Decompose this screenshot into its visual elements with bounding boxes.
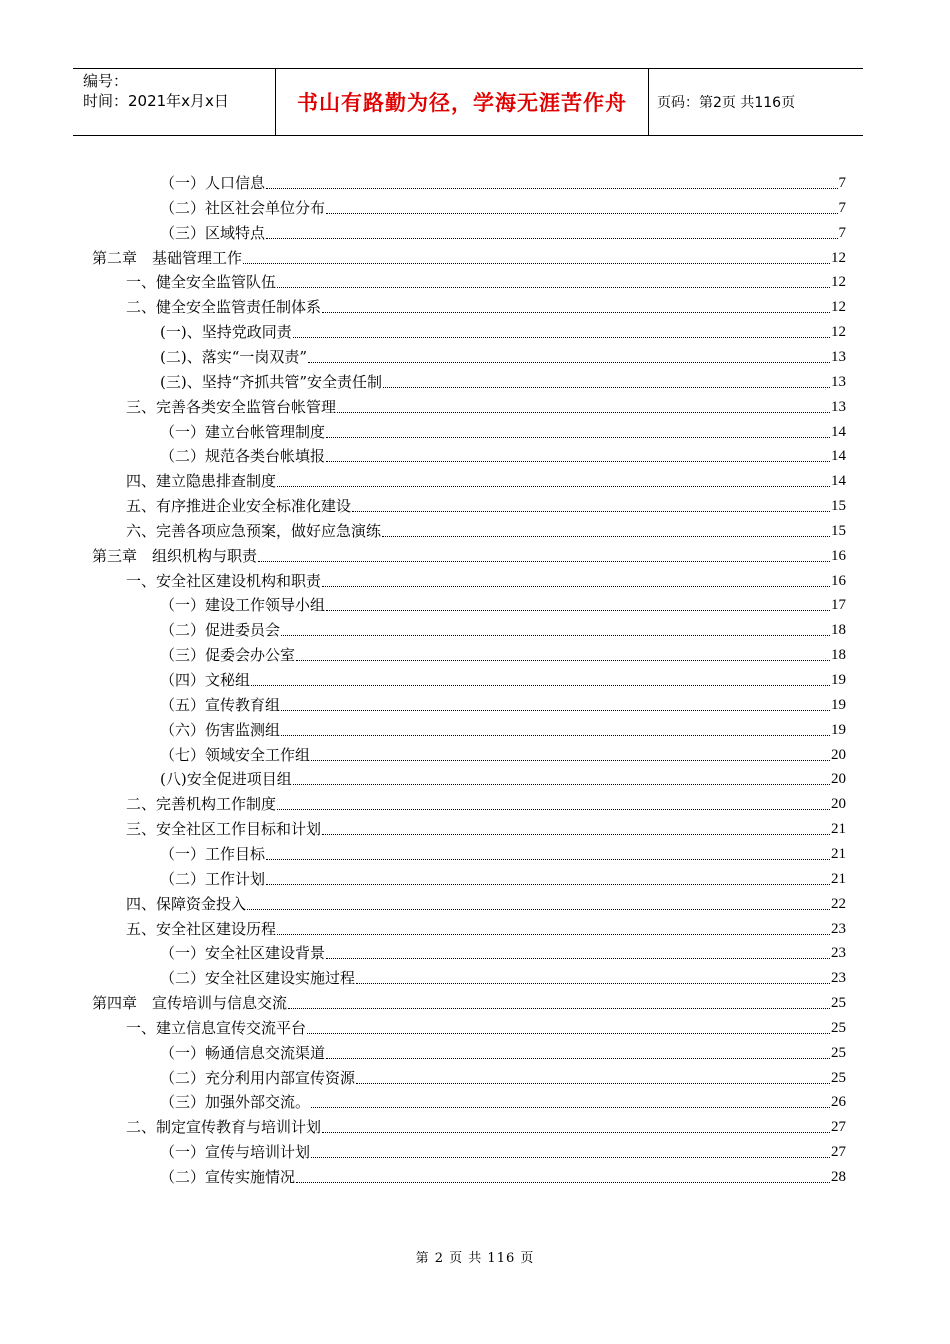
toc-dot-leader — [258, 560, 830, 562]
toc-dot-leader — [311, 1156, 830, 1158]
toc-entry[interactable] — [92, 988, 846, 1013]
header-meta — [73, 69, 275, 135]
toc-entry-title: （一）宣传与培训计划 — [160, 1143, 311, 1162]
toc-entry[interactable] — [126, 392, 846, 417]
toc-dot-leader — [277, 808, 830, 810]
toc-dot-leader — [277, 933, 830, 935]
toc-dot-leader — [266, 858, 830, 860]
toc-entry-page-number: 7 — [838, 224, 846, 241]
toc-entry-page-number: 21 — [831, 870, 846, 887]
toc-entry[interactable] — [160, 367, 846, 392]
toc-entry-title: 六、完善各项应急预案，做好应急演练 — [126, 521, 382, 540]
toc-dot-leader — [326, 609, 830, 611]
toc-dot-leader — [311, 759, 830, 761]
toc-entry[interactable] — [160, 640, 846, 665]
toc-entry-page-number: 14 — [831, 448, 846, 465]
toc-entry-page-number: 14 — [831, 423, 846, 440]
toc-dot-leader — [281, 634, 830, 636]
toc-entry[interactable] — [160, 690, 846, 715]
toc-entry-page-number: 27 — [831, 1119, 846, 1136]
toc-entry-page-number: 15 — [831, 522, 846, 539]
toc-dot-leader — [293, 336, 830, 338]
header-motto — [275, 69, 649, 135]
toc-dot-leader — [247, 908, 830, 910]
toc-dot-leader — [326, 212, 837, 214]
toc-entry-page-number: 19 — [831, 696, 846, 713]
toc-dot-leader — [322, 833, 830, 835]
page-header — [73, 68, 863, 136]
toc-entry-page-number: 25 — [831, 1069, 846, 1086]
toc-entry-page-number: 23 — [831, 945, 846, 962]
toc-entry-title: （二）社区社会单位分布 — [160, 198, 326, 217]
toc-entry[interactable] — [160, 1162, 846, 1187]
toc-entry-title: 四、建立隐患排查制度 — [126, 472, 277, 491]
toc-dot-leader — [266, 187, 837, 189]
toc-entry[interactable] — [92, 541, 846, 566]
toc-entry[interactable] — [160, 342, 846, 367]
toc-entry-page-number: 20 — [831, 796, 846, 813]
toc-entry[interactable] — [160, 1087, 846, 1112]
toc-dot-leader — [311, 1106, 830, 1108]
toc-entry[interactable] — [160, 615, 846, 640]
toc-entry-page-number: 18 — [831, 647, 846, 664]
toc-entry-page-number: 7 — [838, 175, 846, 191]
toc-entry[interactable] — [126, 292, 846, 317]
toc-entry[interactable] — [126, 889, 846, 914]
toc-entry[interactable] — [160, 963, 846, 988]
toc-entry-title: 三、安全社区工作目标和计划 — [126, 820, 322, 839]
toc-dot-leader — [322, 585, 830, 587]
toc-entry[interactable] — [160, 665, 846, 690]
toc-dot-leader — [288, 1007, 830, 1009]
toc-entry-title: （三）区域特点 — [160, 223, 266, 242]
toc-entry[interactable] — [160, 1038, 846, 1063]
toc-dot-leader — [281, 709, 830, 711]
toc-entry[interactable] — [160, 590, 846, 615]
toc-entry[interactable] — [126, 914, 846, 939]
toc-entry-page-number: 25 — [831, 1019, 846, 1036]
toc-entry-title: （二）充分利用内部宣传资源 — [160, 1068, 356, 1087]
toc-dot-leader — [277, 286, 830, 288]
toc-entry-title: （六）伤害监测组 — [160, 720, 281, 739]
toc-entry-title: 第四章 宣传培训与信息交流 — [92, 994, 288, 1013]
toc-dot-leader — [281, 734, 830, 736]
toc-entry[interactable] — [160, 1137, 846, 1162]
toc-entry[interactable] — [160, 864, 846, 889]
toc-entry-page-number: 20 — [831, 771, 846, 788]
document-number-label: 编号： — [83, 72, 129, 90]
toc-dot-leader — [326, 1057, 830, 1059]
toc-entry-page-number: 19 — [831, 672, 846, 688]
toc-entry-title: (八)安全促进项目组 — [160, 770, 292, 789]
toc-entry[interactable] — [160, 193, 846, 218]
toc-entry-page-number: 25 — [831, 995, 846, 1012]
document-time-label: 时间：2021年x月x日 — [83, 92, 229, 110]
toc-entry-page-number: 20 — [831, 746, 846, 763]
toc-entry[interactable] — [160, 764, 846, 789]
toc-dot-leader — [266, 237, 837, 239]
toc-dot-leader — [322, 1131, 830, 1133]
page-footer: 第 2 页 共 116 页 — [415, 1251, 535, 1266]
toc-entry-title: (三)、坚持“齐抓共管”安全责任制 — [160, 372, 383, 391]
toc-dot-leader — [326, 957, 830, 959]
toc-entry-title: （二）安全社区建设实施过程 — [160, 969, 356, 988]
toc-entry[interactable] — [160, 218, 846, 243]
toc-entry-page-number: 16 — [831, 572, 846, 589]
toc-entry-title: （一）建设工作领导小组 — [160, 596, 326, 615]
toc-entry[interactable] — [126, 1112, 846, 1137]
toc-entry[interactable] — [160, 839, 846, 864]
toc-entry[interactable] — [160, 168, 846, 193]
toc-entry-page-number: 12 — [831, 249, 846, 266]
toc-dot-leader — [308, 361, 830, 363]
toc-entry[interactable] — [126, 1013, 846, 1038]
toc-entry-page-number: 21 — [831, 821, 846, 838]
toc-entry-title: 一、健全安全监管队伍 — [126, 273, 277, 292]
toc-entry-title: 三、完善各类安全监管台帐管理 — [126, 397, 337, 416]
toc-entry-page-number: 7 — [838, 199, 846, 216]
toc-dot-leader — [243, 262, 830, 264]
toc-entry-title: 一、建立信息宣传交流平台 — [126, 1018, 307, 1037]
toc-dot-leader — [326, 436, 830, 438]
toc-entry-title: （五）宣传教育组 — [160, 695, 281, 714]
toc-entry-page-number: 15 — [831, 498, 846, 515]
toc-entry-title: 第三章 组织机构与职责 — [92, 546, 258, 565]
toc-entry[interactable] — [126, 516, 846, 541]
toc-entry-title: （一）畅通信息交流渠道 — [160, 1043, 326, 1062]
toc-dot-leader — [356, 982, 830, 984]
toc-entry[interactable] — [160, 417, 846, 442]
toc-entry-title: 一、安全社区建设机构和职责 — [126, 571, 322, 590]
toc-dot-leader — [337, 411, 830, 413]
toc-entry-page-number: 21 — [831, 845, 846, 862]
toc-entry-page-number: 17 — [831, 597, 846, 614]
toc-entry-page-number: 13 — [831, 348, 846, 365]
toc-entry-title: 二、完善机构工作制度 — [126, 795, 277, 814]
toc-entry-title: 四、保障资金投入 — [126, 894, 247, 913]
toc-dot-leader — [322, 311, 830, 313]
toc-entry-page-number: 12 — [831, 324, 846, 341]
toc-dot-leader — [382, 535, 830, 537]
toc-entry-title: 五、有序推进企业安全标准化建设 — [126, 497, 352, 516]
toc-entry-title: （三）促委会办公室 — [160, 646, 296, 665]
page-info-text: 页码：第2页 共116页 — [657, 95, 796, 111]
toc-entry-title: (一)、坚持党政同责 — [160, 323, 292, 342]
toc-entry[interactable] — [160, 740, 846, 765]
toc-entry-title: （七）领域安全工作组 — [160, 745, 311, 764]
toc-entry-page-number: 25 — [831, 1044, 846, 1061]
toc-dot-leader — [307, 1032, 830, 1034]
toc-entry[interactable] — [126, 267, 846, 292]
toc-entry-title: （二）工作计划 — [160, 869, 266, 888]
toc-dot-leader — [296, 659, 830, 661]
toc-entry[interactable] — [126, 566, 846, 591]
toc-entry[interactable] — [126, 789, 846, 814]
toc-dot-leader — [296, 1181, 830, 1183]
toc-entry-title: (二)、落实“一岗双责” — [160, 347, 308, 366]
toc-entry-title: （四）文秘组 — [160, 671, 251, 689]
toc-entry-page-number: 13 — [831, 398, 846, 415]
toc-entry-title: （二）宣传实施情况 — [160, 1168, 296, 1186]
toc-entry[interactable] — [160, 715, 846, 740]
toc-entry-page-number: 13 — [831, 373, 846, 390]
toc-entry-title: （一）工作目标 — [160, 844, 266, 863]
toc-entry-page-number: 18 — [831, 622, 846, 639]
toc-entry-title: （二）促进委员会 — [160, 621, 281, 640]
toc-entry[interactable] — [160, 1063, 846, 1088]
toc-entry[interactable] — [160, 938, 846, 963]
toc-entry-page-number: 28 — [831, 1169, 846, 1185]
toc-entry-page-number: 14 — [831, 473, 846, 490]
toc-entry[interactable] — [160, 441, 846, 466]
toc-dot-leader — [251, 684, 830, 686]
toc-entry-title: （三）加强外部交流。 — [160, 1093, 311, 1112]
toc-entry-title: 二、健全安全监管责任制体系 — [126, 298, 322, 317]
toc-entry-title: （二）规范各类台帐填报 — [160, 447, 326, 466]
toc-dot-leader — [356, 1082, 830, 1084]
toc-dot-leader — [352, 510, 830, 512]
toc-entry-title: （一）人口信息 — [160, 174, 266, 192]
toc-entry-page-number: 26 — [831, 1094, 846, 1111]
toc-dot-leader — [383, 386, 830, 388]
toc-entry-page-number: 27 — [831, 1144, 846, 1161]
toc-entry-page-number: 16 — [831, 547, 846, 564]
toc-entry-title: 五、安全社区建设历程 — [126, 919, 277, 938]
toc-dot-leader — [266, 883, 830, 885]
toc-entry-title: （一）建立台帐管理制度 — [160, 422, 326, 441]
toc-entry-page-number: 23 — [831, 970, 846, 987]
toc-entry-title: 第二章 基础管理工作 — [92, 248, 243, 267]
toc-dot-leader — [277, 485, 830, 487]
toc-entry[interactable] — [126, 466, 846, 491]
toc-entry-page-number: 23 — [831, 920, 846, 937]
toc-entry-page-number: 22 — [831, 895, 846, 912]
toc-entry-page-number: 19 — [831, 721, 846, 738]
toc-entry-title: 二、制定宣传教育与培训计划 — [126, 1118, 322, 1137]
toc-entry-title: （一）安全社区建设背景 — [160, 944, 326, 963]
toc-entry[interactable] — [126, 491, 846, 516]
toc-dot-leader — [293, 783, 830, 785]
toc-entry-page-number: 12 — [831, 274, 846, 291]
motto-text: 书山有路勤为径，学海无涯苦作舟 — [297, 91, 627, 115]
toc-dot-leader — [326, 460, 830, 462]
header-page-info — [649, 69, 863, 135]
toc-entry[interactable] — [92, 243, 846, 268]
toc-entry-page-number: 12 — [831, 299, 846, 316]
toc-entry[interactable] — [126, 814, 846, 839]
toc-entry[interactable] — [160, 317, 846, 342]
